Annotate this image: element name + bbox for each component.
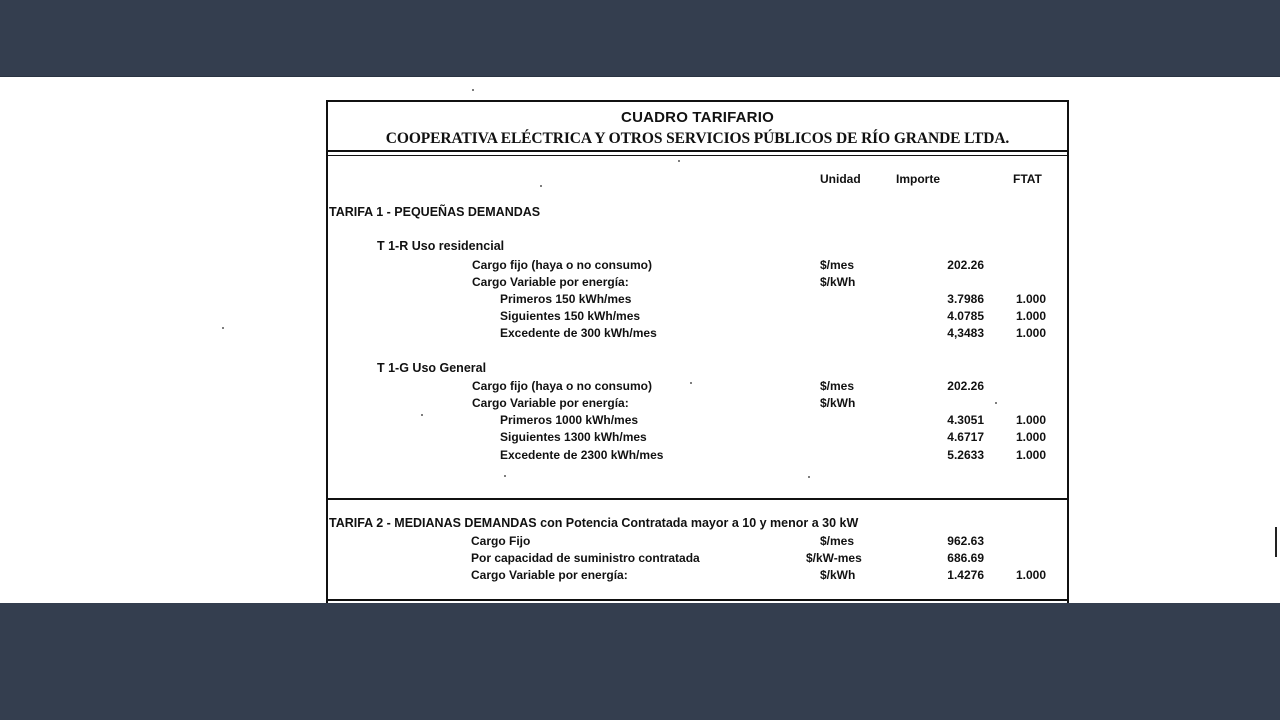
t1r-row-label: Siguientes 150 kWh/mes [500, 309, 641, 323]
t1r-row-label: Cargo Variable por energía: [472, 275, 629, 289]
scan-speck [421, 414, 423, 416]
t1g-row-ftat: 1.000 [1015, 413, 1046, 427]
t1g-row-label: Primeros 1000 kWh/mes [500, 413, 639, 427]
scan-speck [222, 327, 224, 329]
bottom-bar [0, 603, 1280, 720]
top-bar [0, 0, 1280, 77]
t1g-row-ftat: 1.000 [1015, 448, 1046, 462]
t1r-row-importe: 4,3483 [947, 326, 984, 340]
t1r-row-ftat: 1.000 [1015, 292, 1046, 306]
t2-row-ftat: 1.000 [1015, 568, 1046, 582]
t2-row-importe: 1.4276 [947, 568, 984, 582]
scan-speck [472, 89, 474, 91]
t2-row-unidad: $/kWh [820, 568, 856, 582]
tarifa2-title: TARIFA 2 - MEDIANAS DEMANDAS con Potencia Contratada mayor a 10 y menor a 30 kW [329, 516, 859, 530]
t1g-row-label: Excedente de 2300 kWh/mes [500, 448, 664, 462]
section-divider [328, 599, 1067, 601]
t1r-title: T 1-R Uso residencial [377, 239, 505, 253]
t1g-row-label: Siguientes 1300 kWh/mes [500, 430, 647, 444]
header-unidad: Unidad [820, 172, 861, 186]
scan-speck [690, 382, 692, 384]
t1r-row-importe: 3.7986 [947, 292, 984, 306]
t1r-row-unidad: $/mes [820, 258, 855, 272]
t1r-row-unidad: $/kWh [820, 275, 856, 289]
scan-speck [540, 185, 542, 187]
t1r-row-label: Excedente de 300 kWh/mes [500, 326, 657, 340]
t1g-row-unidad: $/mes [820, 379, 855, 393]
header-divider [328, 150, 1067, 156]
t1g-title: T 1-G Uso General [377, 361, 487, 375]
t1g-row-label: Cargo Variable por energía: [472, 396, 629, 410]
t1r-row-importe: 202.26 [947, 258, 984, 272]
t1g-row-importe: 5.2633 [947, 448, 984, 462]
t2-row-label: Por capacidad de suministro contratada [471, 551, 700, 565]
header-importe: Importe [896, 172, 941, 186]
tarifa1-title: TARIFA 1 - PEQUEÑAS DEMANDAS [329, 205, 541, 219]
t1g-row-label: Cargo fijo (haya o no consumo) [472, 379, 653, 393]
t1r-row-importe: 4.0785 [947, 309, 984, 323]
document-subtitle: COOPERATIVA ELÉCTRICA Y OTROS SERVICIOS PÚBLICOS DE RÍO GRANDE LTDA. [385, 130, 1010, 147]
section-divider [328, 498, 1067, 500]
t1g-row-importe: 4.3051 [947, 413, 984, 427]
t1g-row-importe: 202.26 [947, 379, 984, 393]
scan-speck [678, 160, 680, 162]
t1g-row-unidad: $/kWh [820, 396, 856, 410]
t2-row-unidad: $/kW-mes [806, 551, 862, 565]
t2-row-importe: 686.69 [947, 551, 984, 565]
t2-row-label: Cargo Fijo [471, 534, 531, 548]
t1r-row-label: Cargo fijo (haya o no consumo) [472, 258, 653, 272]
document-viewport[interactable] [0, 77, 1280, 603]
scan-speck [995, 402, 997, 404]
scan-speck [808, 476, 810, 478]
scroll-indicator[interactable] [1275, 527, 1277, 557]
t1g-row-importe: 4.6717 [947, 430, 984, 444]
t1r-row-ftat: 1.000 [1015, 309, 1046, 323]
t2-row-label: Cargo Variable por energía: [471, 568, 628, 582]
t2-row-unidad: $/mes [820, 534, 855, 548]
tariff-document [326, 100, 1069, 603]
t2-row-importe: 962.63 [947, 534, 984, 548]
t1g-row-ftat: 1.000 [1015, 430, 1046, 444]
document-title: CUADRO TARIFARIO [621, 109, 774, 126]
t1r-row-label: Primeros 150 kWh/mes [500, 292, 632, 306]
header-ftat: FTAT [1013, 172, 1042, 186]
scan-speck [504, 475, 506, 477]
t1r-row-ftat: 1.000 [1015, 326, 1046, 340]
